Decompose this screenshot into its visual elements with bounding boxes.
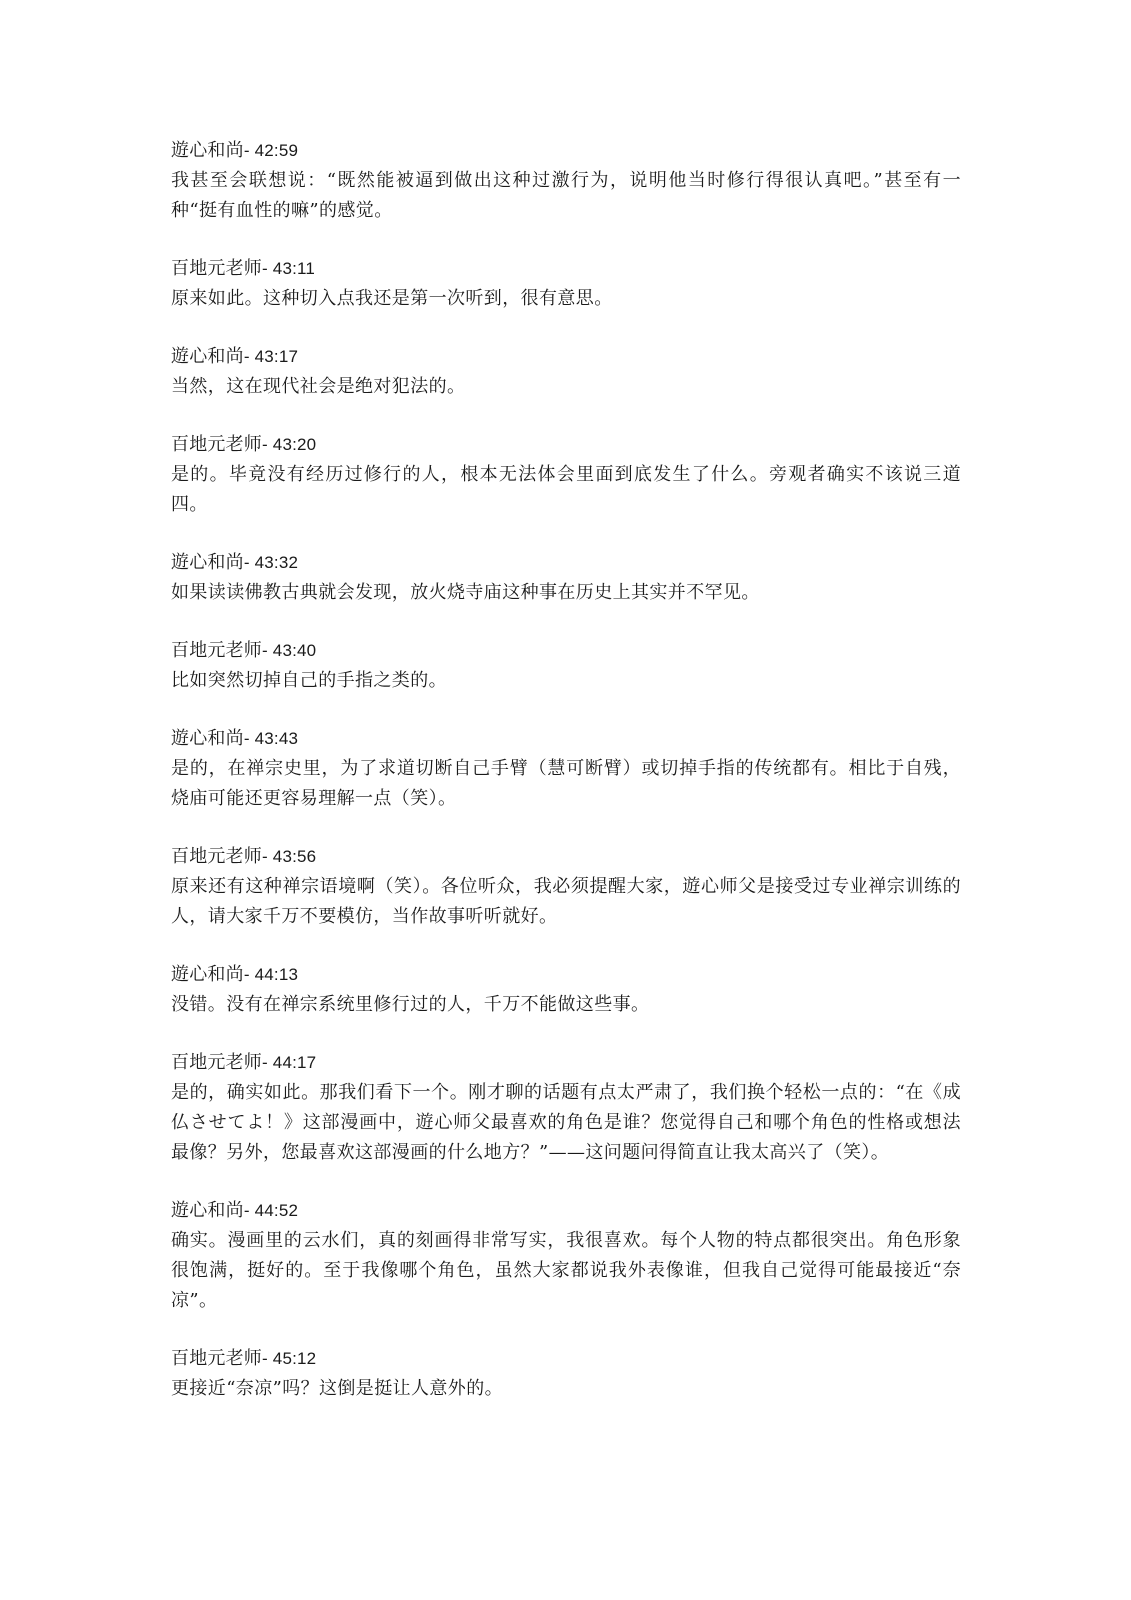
utterance-text: 是的，在禅宗史里，为了求道切断自己手臂（慧可断臂）或切掉手指的传统都有。相比于自残，烧庙可能还更容易理解一点（笑）。	[171, 758, 961, 809]
speaker-line	[171, 724, 961, 754]
timestamp: - 45:12	[262, 1349, 317, 1368]
utterance-text: 我甚至会联想说：“既然能被逼到做出这种过激行为，说明他当时修行得很认真吧。”甚至有一种“挺有血性的嘛”的感觉。	[171, 170, 961, 221]
transcript-entry	[171, 430, 961, 520]
timestamp: - 43:17	[243, 347, 299, 366]
utterance-text: 原来还有这种禅宗语境啊（笑）。各位听众，我必须提醒大家，遊心师父是接受过专业禅宗训练的人，请大家千万不要模仿，当作故事听听就好。	[171, 876, 961, 927]
timestamp: - 43:43	[243, 729, 299, 748]
speaker-name: 百地元老师	[171, 434, 262, 455]
transcript-entry	[171, 842, 961, 932]
speaker-name: 遊心和尚	[171, 140, 244, 161]
utterance-text: 确实。漫画里的云水们，真的刻画得非常写实，我很喜欢。每个人物的特点都很突出。角色形象很饱满，挺好的。至于我像哪个角色，虽然大家都说我外表像谁，但我自己觉得可能最接近“奈凉”。	[171, 1230, 961, 1311]
speaker-name: 遊心和尚	[171, 552, 244, 573]
speaker-name: 百地元老师	[171, 1052, 262, 1073]
transcript-entry	[171, 342, 961, 402]
speaker-line	[171, 136, 961, 166]
speaker-line	[171, 1344, 961, 1374]
speaker-line	[171, 1048, 961, 1078]
utterance-text: 是的。毕竟没有经历过修行的人，根本无法体会里面到底发生了什么。旁观者确实不该说三道四。	[171, 464, 961, 515]
speaker-line	[171, 254, 961, 284]
timestamp: - 44:17	[262, 1053, 317, 1072]
utterance-text: 比如突然切掉自己的手指之类的。	[171, 670, 447, 691]
speaker-name: 百地元老师	[171, 258, 262, 279]
transcript-entry	[171, 548, 961, 608]
utterance-text: 如果读读佛教古典就会发现，放火烧寺庙这种事在历史上其实并不罕见。	[171, 582, 760, 603]
speaker-name: 遊心和尚	[171, 1200, 244, 1221]
transcript	[171, 136, 961, 1432]
speaker-line	[171, 548, 961, 578]
speaker-line	[171, 636, 961, 666]
transcript-entry	[171, 1196, 961, 1316]
timestamp: - 44:13	[243, 965, 299, 984]
transcript-entry	[171, 136, 961, 226]
transcript-entry	[171, 636, 961, 696]
utterance-text: 没错。没有在禅宗系统里修行过的人，千万不能做这些事。	[171, 994, 650, 1015]
speaker-line	[171, 842, 961, 872]
transcript-entry	[171, 1048, 961, 1168]
timestamp: - 43:40	[262, 641, 317, 660]
timestamp: - 43:11	[262, 259, 316, 278]
speaker-name: 遊心和尚	[171, 346, 244, 367]
transcript-entry	[171, 254, 961, 314]
transcript-entry	[171, 960, 961, 1020]
speaker-line	[171, 342, 961, 372]
timestamp: - 43:32	[243, 553, 299, 572]
speaker-line	[171, 1196, 961, 1226]
transcript-entry	[171, 724, 961, 814]
utterance-text: 更接近“奈凉”吗？这倒是挺让人意外的。	[171, 1378, 504, 1399]
utterance-text: 当然，这在现代社会是绝对犯法的。	[171, 376, 466, 397]
speaker-name: 百地元老师	[171, 1348, 262, 1369]
timestamp: - 43:56	[262, 847, 317, 866]
speaker-name: 遊心和尚	[171, 964, 244, 985]
timestamp: - 43:20	[262, 435, 317, 454]
speaker-line	[171, 430, 961, 460]
utterance-text: 是的，确实如此。那我们看下一个。刚才聊的话题有点太严肃了，我们换个轻松一点的：“在《成仏させてよ！》这部漫画中，遊心师父最喜欢的角色是谁？您觉得自己和哪个角色的性格或想法最像？另外，您最喜欢这部漫画的什么地方？”——这问题问得简直让我太高兴了（笑）。	[171, 1082, 961, 1163]
speaker-name: 遊心和尚	[171, 728, 244, 749]
speaker-name: 百地元老师	[171, 846, 262, 867]
transcript-entry	[171, 1344, 961, 1404]
speaker-line	[171, 960, 961, 990]
speaker-name: 百地元老师	[171, 640, 262, 661]
timestamp: - 42:59	[243, 141, 299, 160]
timestamp: - 44:52	[243, 1201, 299, 1220]
utterance-text: 原来如此。这种切入点我还是第一次听到，很有意思。	[171, 288, 613, 309]
